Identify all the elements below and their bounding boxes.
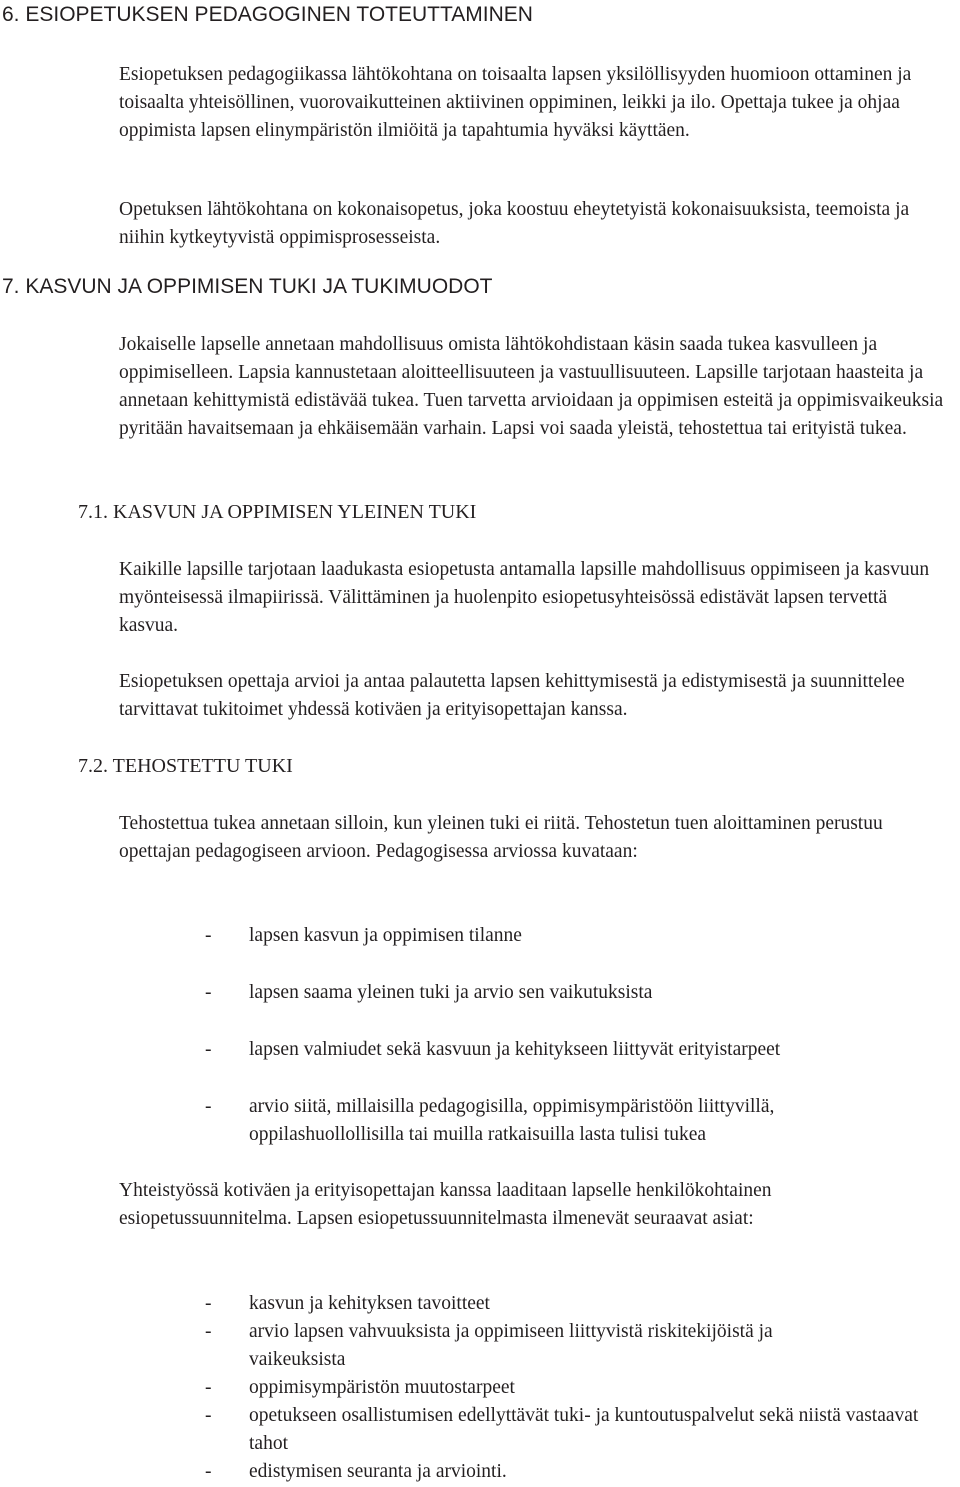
section-7-2-paragraph-1 <box>119 810 949 866</box>
paragraph-text: Yhteistyössä kotiväen ja erityisopettajan kanssa laaditaan lapselle henkilökohtainen esiopetussuunnitelma. Lapsen esiopetussuunnitelmasta ilmenevät seuraavat asiat: <box>119 1180 772 1229</box>
list-item-text: arvio siitä, millaisilla pedagogisilla, oppimisympäristöön liittyvillä, oppilashuollollisilla tai muilla ratkaisuilla lasta tulisi tukea <box>249 1096 775 1145</box>
bullet-dash: - <box>205 1377 212 1398</box>
paragraph-text: Jokaiselle lapselle annetaan mahdollisuus omista lähtökohdistaan käsin saada tukea kasvulleen ja oppimiselleen. Lapsia kannustetaan aloitteellisuuteen ja vastuullisuuteen. Lapsille tarjotaan haasteita ja annetaan kehittymistä edistävää tukea. Tuen tarvetta arvioidaan ja oppimisen esteitä ja oppimisvaikeuksia pyritään havaitsemaan ja ehkäisemään varhain. Lapsi voi saada yleistä, tehostettua tai erityistä tukea. <box>119 334 944 439</box>
section-7-2-heading: 7.2. TEHOSTETTU TUKI <box>78 755 293 777</box>
section-6-paragraph-1 <box>119 61 949 145</box>
list-item-text: edistymisen seuranta ja arviointi. <box>249 1461 507 1482</box>
section-7-paragraph-1 <box>119 331 949 443</box>
paragraph-text: Kaikille lapsille tarjotaan laadukasta esiopetusta antamalla lapsille mahdollisuus oppimiseen ja kasvuun myönteisessä ilmapiirissä. Välittäminen ja huolenpito esiopetusyhteisössä edistävät lapsen tervettä kasvua. <box>119 559 930 636</box>
list-item-text: lapsen kasvun ja oppimisen tilanne <box>249 925 522 946</box>
bullet-dash: - <box>205 1461 212 1482</box>
paragraph-text: Esiopetuksen opettaja arvioi ja antaa palautetta lapsen kehittymisestä ja edistymisestä ja suunnittelee tarvittavat tukitoimet yhdessä kotiväen ja erityisopettajan kanssa. <box>119 671 905 720</box>
paragraph-text: Esiopetuksen pedagogiikassa lähtökohtana on toisaalta lapsen yksilöllisyyden huomioon ottaminen ja toisaalta yhteisöllinen, vuorovaikutteinen aktiivinen oppiminen, leikki ja ilo. Opettaja tukee ja ohjaa oppimista lapsen elinympäristön ilmiöitä ja tapahtumia hyväksi käyttäen. <box>119 64 912 141</box>
list-item-text: oppimisympäristön muutostarpeet <box>249 1377 515 1398</box>
section-6-heading: 6. ESIOPETUKSEN PEDAGOGINEN TOTEUTTAMINEN <box>2 3 533 26</box>
bullet-dash: - <box>205 1321 212 1342</box>
section-7-1-paragraph-2 <box>119 668 949 724</box>
list-item-text: arvio lapsen vahvuuksista ja oppimiseen liittyvistä riskitekijöistä ja vaikeuksista <box>249 1321 773 1370</box>
paragraph-text: Opetuksen lähtökohtana on kokonaisopetus, joka koostuu eheytetyistä kokonaisuuksista, teemoista ja niihin kytkeytyvistä oppimisprosesseista. <box>119 199 910 248</box>
list-item-text: lapsen valmiudet sekä kasvuun ja kehitykseen liittyvät erityistarpeet <box>249 1039 781 1060</box>
bullet-dash: - <box>205 1405 212 1426</box>
bullet-dash: - <box>205 982 212 1003</box>
section-7-2-paragraph-2 <box>119 1177 949 1233</box>
bullet-dash: - <box>205 1096 212 1117</box>
section-7-heading: 7. KASVUN JA OPPIMISEN TUKI JA TUKIMUODOT <box>2 275 493 298</box>
section-7-1-heading: 7.1. KASVUN JA OPPIMISEN YLEINEN TUKI <box>78 501 477 523</box>
section-7-1-paragraph-1 <box>119 556 949 640</box>
bullet-dash: - <box>205 1293 212 1314</box>
bullet-dash: - <box>205 925 212 946</box>
list-item-text: opetukseen osallistumisen edellyttävät tuki- ja kuntoutuspalvelut sekä niistä vastaavat tahot <box>249 1405 919 1454</box>
section-6-paragraph-2 <box>119 196 949 252</box>
paragraph-text: Tehostettua tukea annetaan silloin, kun yleinen tuki ei riitä. Tehostetun tuen aloittaminen perustuu opettajan pedagogiseen arvioon. Pedagogisessa arviossa kuvataan: <box>119 813 883 862</box>
list-item-text: kasvun ja kehityksen tavoitteet <box>249 1293 490 1314</box>
list-item-text: lapsen saama yleinen tuki ja arvio sen vaikutuksista <box>249 982 653 1003</box>
bullet-dash: - <box>205 1039 212 1060</box>
